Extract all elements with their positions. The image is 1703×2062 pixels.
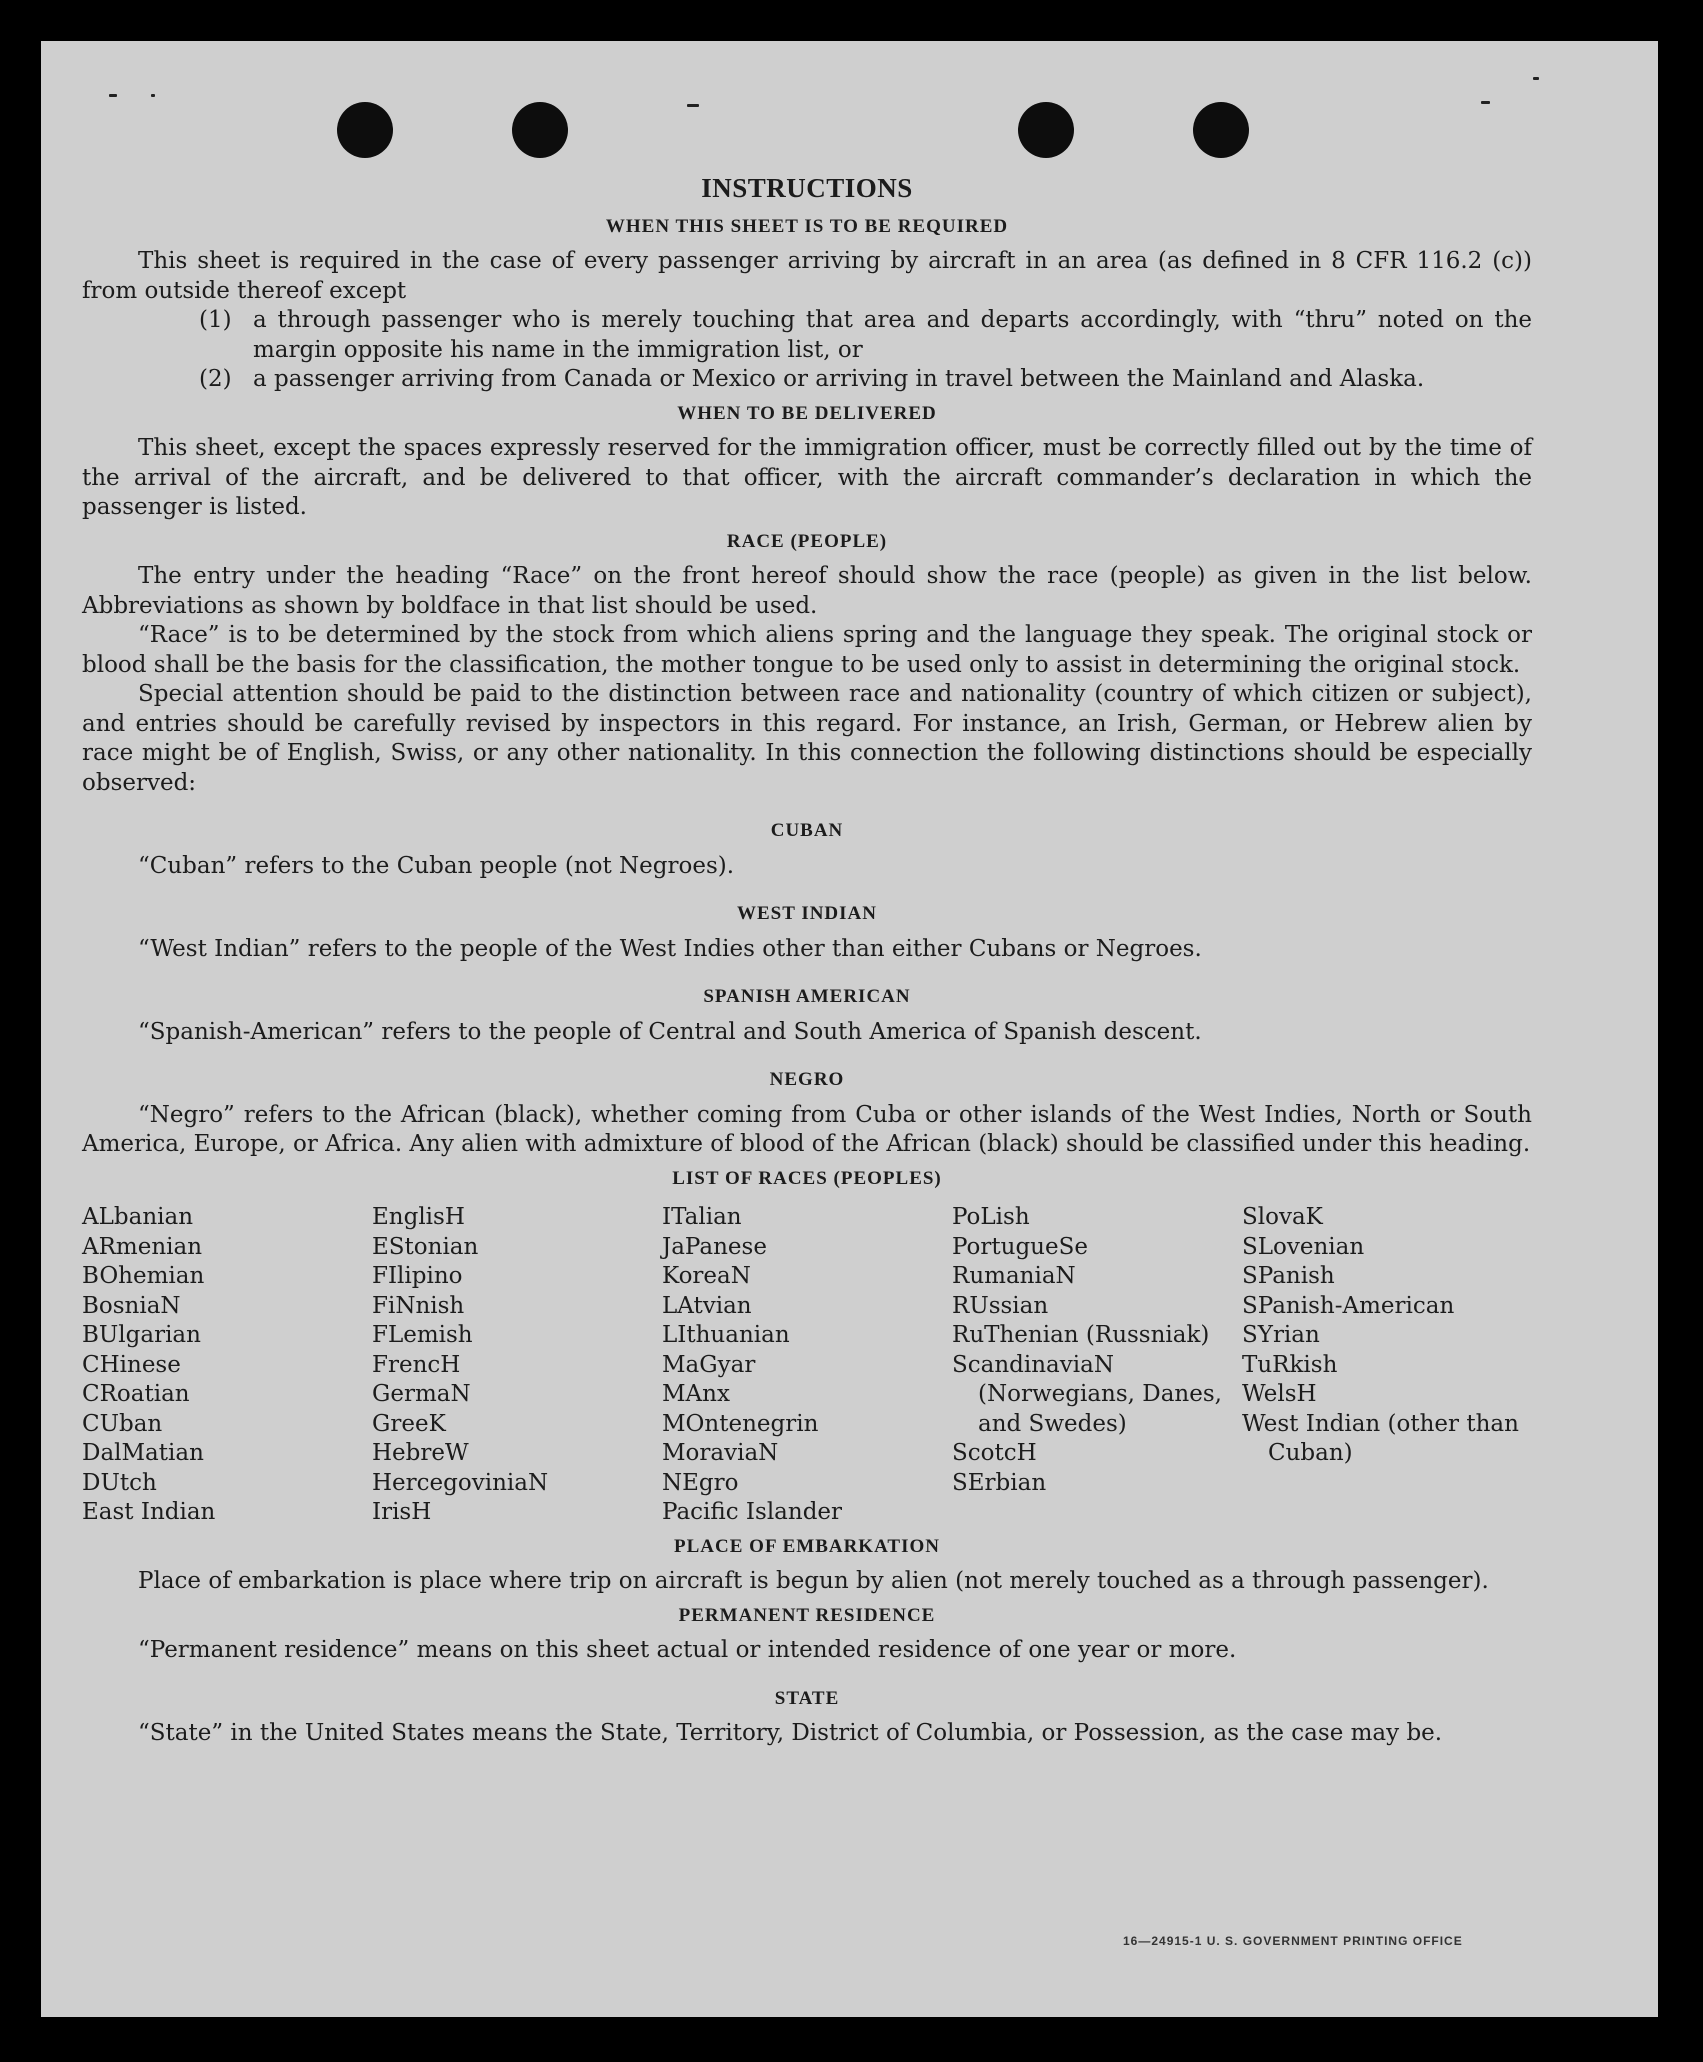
race-entry: GreeK — [372, 1410, 446, 1437]
race-column — [662, 1203, 952, 1528]
section-heading: CUBAN — [770, 820, 844, 841]
race-list — [82, 1203, 1532, 1528]
item-text: a passenger arriving from Canada or Mexico or arriving in travel between the Mainland and Alaska. — [253, 366, 1425, 392]
race-entry: SErbian — [952, 1469, 1047, 1496]
race-entry: East Indian — [82, 1499, 216, 1525]
race-entry: TuRkish — [1242, 1351, 1338, 1378]
paragraph: Place of embarkation is place where trip on aircraft is begun by alien (not merely touched as a through passenger). — [138, 1568, 1489, 1594]
race-entry: FiNnish — [372, 1292, 465, 1319]
punch-hole — [337, 102, 393, 158]
paragraph: “Negro” refers to the African (black), whether coming from Cuba or other islands of the West Indies, North or South America, Europe, or Africa. Any alien with admixture of blood of the African (black) should be classified under this heading. — [82, 1101, 1532, 1157]
document-page — [41, 41, 1658, 2017]
race-entry: MAnx — [662, 1381, 730, 1407]
paragraph: “Race” is to be determined by the stock from which aliens spring and the language they speak. The original stock or blood shall be the basis for the classification, the mother tongue to be used only to assist in determining the original stock. — [82, 622, 1532, 678]
race-entry: MoraviaN — [662, 1440, 779, 1466]
race-entry: ITalian — [662, 1204, 742, 1230]
paragraph: “West Indian” refers to the people of the West Indies other than either Cubans or Negroes. — [138, 935, 1202, 962]
race-column — [952, 1203, 1242, 1528]
race-entry: ARmenian — [82, 1233, 203, 1260]
paragraph: The entry under the heading “Race” on the front hereof should show the race (people) as given in the list below. Abbreviations as shown by boldface in that list should be used. — [82, 563, 1532, 619]
race-entry: FIlipino — [372, 1263, 463, 1289]
race-entry: RumaniaN — [952, 1263, 1076, 1289]
section-heading: PLACE OF EMBARKATION — [674, 1535, 940, 1557]
race-column — [82, 1203, 372, 1528]
race-entry: WelsH — [1242, 1381, 1317, 1407]
race-entry: BosniaN — [82, 1292, 181, 1319]
item-number: (1) — [199, 307, 232, 333]
paragraph: “State” in the United States means the State, Territory, District of Columbia, or Possession, as the case may be. — [138, 1720, 1443, 1746]
list-item — [199, 365, 1532, 395]
section-heading: SPANISH AMERICAN — [703, 986, 911, 1007]
race-entry: PortugueSe — [952, 1233, 1088, 1260]
race-entry: BOhemian — [82, 1263, 205, 1289]
race-column — [1242, 1203, 1532, 1528]
race-entry: West Indian (other than Cuban) — [1242, 1410, 1519, 1466]
paragraph: “Spanish-American” refers to the people of Central and South America of Spanish descent. — [138, 1018, 1202, 1045]
section-heading: WEST INDIAN — [737, 903, 877, 924]
speck — [687, 104, 699, 107]
race-entry: PoLish — [952, 1204, 1030, 1230]
item-text: a through passenger who is merely touching that area and departs accordingly, with “thru” noted on the margin opposite his name in the immigration list, or — [253, 307, 1532, 363]
section-heading: WHEN TO BE DELIVERED — [677, 402, 937, 424]
section-heading: LIST OF RACES (PEOPLES) — [672, 1167, 942, 1189]
section-heading: WHEN THIS SHEET IS TO BE REQUIRED — [605, 215, 1009, 237]
punch-hole — [1193, 102, 1249, 158]
race-entry: RuThenian (Russniak) — [952, 1322, 1210, 1348]
race-entry: LAtvian — [662, 1292, 752, 1319]
race-entry: EnglisH — [372, 1204, 465, 1230]
race-column — [372, 1203, 662, 1528]
item-number: (2) — [199, 366, 232, 392]
race-entry: NEgro — [662, 1469, 739, 1496]
race-entry: CHinese — [82, 1351, 181, 1378]
section-heading: NEGRO — [769, 1069, 845, 1090]
punch-hole — [1018, 102, 1074, 158]
race-entry: DalMatian — [82, 1440, 204, 1466]
race-entry: CRoatian — [82, 1381, 190, 1407]
race-entry: MOntenegrin — [662, 1410, 819, 1437]
race-entry: BUlgarian — [82, 1322, 201, 1348]
paragraph: “Permanent residence” means on this sheet actual or intended residence of one year or more. — [138, 1637, 1237, 1663]
section-heading: RACE (PEOPLE) — [726, 530, 888, 552]
list-item — [199, 306, 1532, 365]
race-entry: RUssian — [952, 1292, 1049, 1319]
page-title: INSTRUCTIONS — [701, 173, 913, 203]
punch-hole — [512, 102, 568, 158]
race-entry: ScotcH — [952, 1440, 1037, 1466]
race-entry: ALbanian — [82, 1204, 194, 1230]
race-entry: SPanish-American — [1242, 1292, 1455, 1319]
race-entry: FrencH — [372, 1351, 461, 1378]
race-entry: KoreaN — [662, 1263, 751, 1289]
printer-imprint: 16—24915-1 U. S. GOVERNMENT PRINTING OFFICE — [1123, 1934, 1463, 1948]
instructions-text — [82, 174, 1532, 1749]
race-entry: LIthuanian — [662, 1322, 790, 1348]
speck — [1481, 101, 1490, 104]
speck — [1533, 77, 1539, 80]
race-entry: SYrian — [1242, 1322, 1320, 1348]
section-heading: STATE — [774, 1687, 840, 1709]
race-entry: DUtch — [82, 1469, 157, 1496]
paragraph: “Cuban” refers to the Cuban people (not Negroes). — [138, 852, 735, 879]
race-entry: IrisH — [372, 1499, 432, 1525]
section-heading: PERMANENT RESIDENCE — [678, 1604, 936, 1626]
speck — [151, 94, 155, 97]
race-entry: HercegoviniaN — [372, 1469, 549, 1496]
race-entry: JaPanese — [662, 1233, 767, 1260]
paragraph: This sheet is required in the case of every passenger arriving by aircraft in an area (as defined in 8 CFR 116.2 (c)) from outside thereof except — [82, 248, 1532, 304]
race-entry: HebreW — [372, 1440, 469, 1466]
race-entry: SlovaK — [1242, 1204, 1323, 1230]
race-entry: CUban — [82, 1410, 163, 1437]
paragraph: This sheet, except the spaces expressly reserved for the immigration officer, must be correctly filled out by the time of the arrival of the aircraft, and be delivered to that officer, with the aircraft commander’s declaration in which the passenger is listed. — [82, 435, 1532, 520]
race-entry: GermaN — [372, 1381, 471, 1407]
race-entry: SLovenian — [1242, 1233, 1365, 1260]
paragraph: Special attention should be paid to the distinction between race and nationality (country of which citizen or subject), and entries should be carefully revised by inspectors in this regard. For instance, an Irish, German, or Hebrew alien by race might be of English, Swiss, or any other nationality. In this connection the following distinctions should be especially observed: — [82, 681, 1532, 796]
race-entry: Pacific Islander — [662, 1499, 843, 1525]
race-entry: SPanish — [1242, 1263, 1335, 1289]
race-entry: FLemish — [372, 1322, 473, 1348]
speck — [109, 94, 117, 97]
race-entry: ScandinaviaN (Norwegians, Danes, and Swedes) — [952, 1351, 1222, 1437]
race-entry: MaGyar — [662, 1351, 756, 1378]
race-entry: EStonian — [372, 1233, 479, 1260]
